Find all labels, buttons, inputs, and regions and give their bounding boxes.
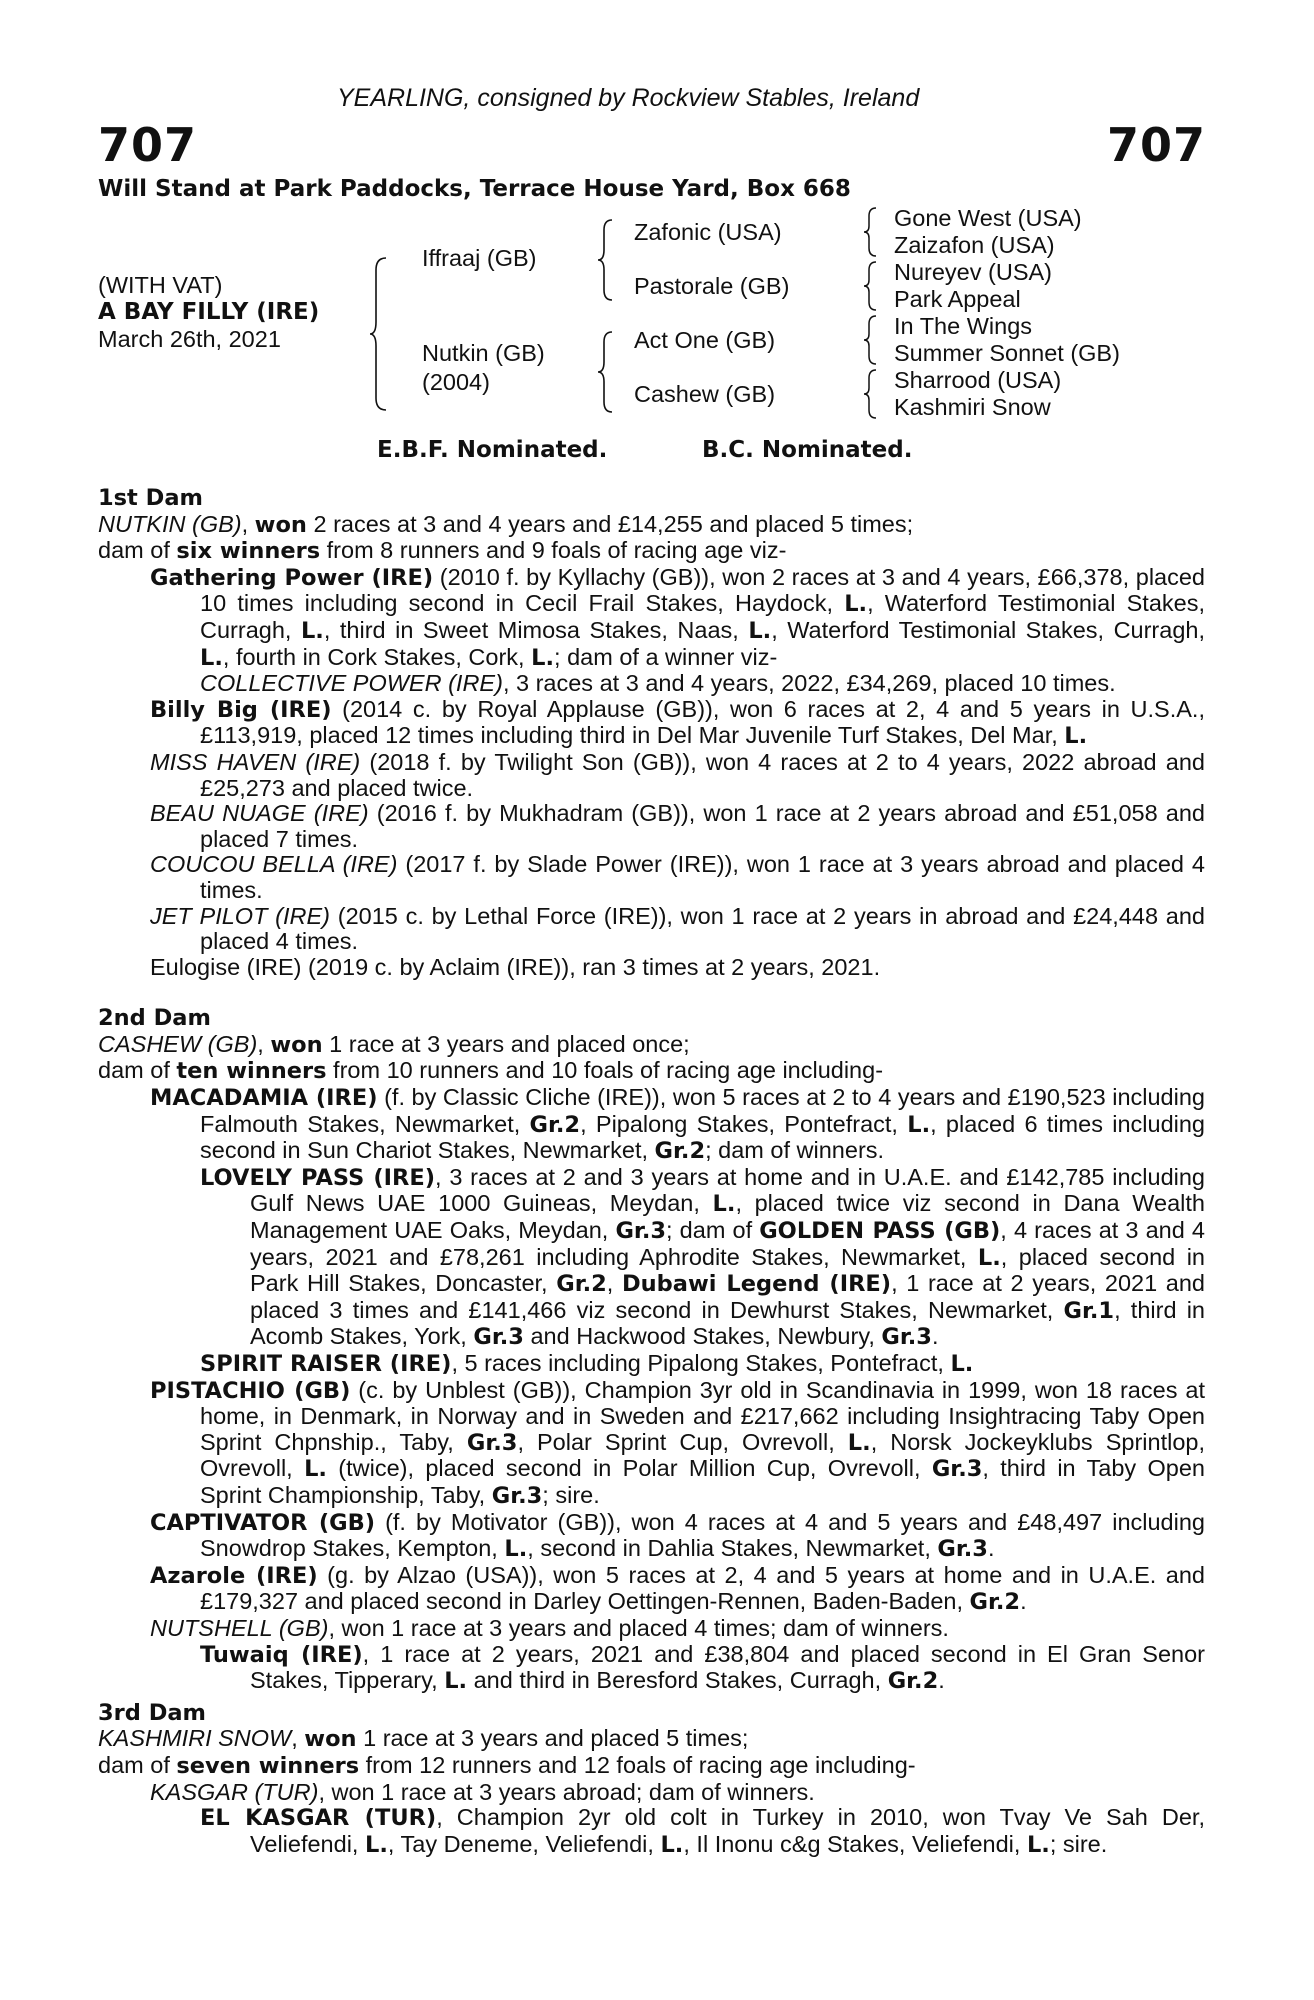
ancestor-g1: Gone West (USA) (894, 205, 1082, 231)
dam-sire: Act One (GB) (634, 327, 776, 353)
ancestor-g6: Summer Sonnet (GB) (894, 340, 1120, 366)
pedigree-brace (862, 368, 880, 420)
vat-note: (WITH VAT) (98, 272, 223, 298)
ancestor-g3: Nureyev (USA) (894, 259, 1053, 285)
produce-entry: COUCOU BELLA (IRE) (2017 f. by Slade Power (IRE)), won 1 race at 3 years abroad and placed 4 times. (150, 851, 1205, 903)
produce-entry: Tuwaiq (IRE), 1 race at 2 years, 2021 and £38,804 and placed second in El Gran Senor Stakes, Tipperary, L. and third in Beresford Stakes, Curragh, Gr.2. (200, 1640, 1205, 1695)
ancestor-g2: Zaizafon (USA) (894, 232, 1055, 258)
pedigree-brace (368, 256, 390, 412)
lot-number-right: 707 (1106, 118, 1206, 172)
third-dam-heading: 3rd Dam (98, 1699, 206, 1726)
pedigree-brace (596, 218, 616, 302)
horse-name: A BAY FILLY (IRE) (98, 299, 320, 325)
ancestor-g4: Park Appeal (894, 286, 1021, 312)
produce-entry: Billy Big (IRE) (2014 c. by Royal Applause (GB)), won 6 races at 2, 4 and 5 years in U.S.A., £113,919, placed 12 times including third in Del Mar Juvenile Turf Stakes, Del Mar, L. (150, 695, 1205, 750)
pedigree-brace (862, 206, 880, 258)
third-dam-summary: KASHMIRI SNOW, won 1 race at 3 years and placed 5 times; (98, 1725, 749, 1753)
dam-dam: Cashew (GB) (634, 381, 776, 407)
lot-number-left: 707 (98, 118, 198, 172)
second-dam-heading: 2nd Dam (98, 1005, 211, 1032)
dam-year: (2004) (422, 369, 490, 395)
pedigree-brace (862, 260, 880, 312)
produce-entry: MACADAMIA (IRE) (f. by Classic Cliche (IRE)), won 5 races at 2 to 4 years and £190,523 including Falmouth Stakes, Newmarket, Gr.2, Pipalong Stakes, Pontefract, L., placed 6 times including second in Sun Chariot Stakes, Newmarket, Gr.2; dam of winners. (150, 1084, 1205, 1165)
second-dam-summary: CASHEW (GB), won 1 race at 3 years and placed once; (98, 1030, 690, 1058)
ancestor-g7: Sharrood (USA) (894, 367, 1062, 393)
produce-entry: SPIRIT RAISER (IRE), 5 races including Pipalong Stakes, Pontefract, L. (200, 1350, 974, 1377)
ancestor-g5: In The Wings (894, 313, 1033, 339)
produce-entry: PISTACHIO (GB) (c. by Unblest (GB)), Champion 3yr old in Scandinavia in 1999, won 18 races at home, in Denmark, in Norway and in Sweden and £217,662 including Insightracing Taby Open Sprint Chpnship., Taby, Gr.3, Polar Sprint Cup, Ovrevoll, L., Norsk Jockeyklubs Sprintlop, Ovrevoll, L. (twice), placed second in Polar Million Cup, Ovrevoll, Gr.3, third in Taby Open Sprint Championship, Taby, Gr.3; sire. (150, 1376, 1205, 1509)
produce-entry: MISS HAVEN (IRE) (2018 f. by Twilight Son (GB)), won 4 races at 2 to 4 years, 2022 abroad and £25,273 and placed twice. (150, 748, 1205, 801)
sire-name: Iffraaj (GB) (422, 245, 537, 271)
second-dam-produce: dam of ten winners from 10 runners and 10 foals of racing age including- (98, 1057, 884, 1085)
pedigree-brace (596, 330, 616, 414)
produce-entry: CAPTIVATOR (GB) (f. by Motivator (GB)), won 4 races at 4 and 5 years and £48,497 including Snowdrop Stakes, Kempton, L., second in Dahlia Stakes, Newmarket, Gr.3. (150, 1508, 1205, 1563)
sire-sire: Zafonic (USA) (634, 219, 782, 245)
bc-nomination: B.C. Nominated. (702, 437, 913, 463)
first-dam-summary: NUTKIN (GB), won 2 races at 3 and 4 years and £14,255 and placed 5 times; (98, 510, 914, 538)
first-dam-produce: dam of six winners from 8 runners and 9 foals of racing age viz- (98, 537, 787, 565)
ebf-nomination: E.B.F. Nominated. (377, 437, 608, 463)
third-dam-produce: dam of seven winners from 12 runners and 12 foals of racing age including- (98, 1751, 916, 1779)
ancestor-g8: Kashmiri Snow (894, 394, 1051, 420)
produce-entry: COLLECTIVE POWER (IRE), 3 races at 3 and 4 years, 2022, £34,269, placed 10 times. (200, 670, 1116, 697)
dam-name: Nutkin (GB) (422, 340, 545, 366)
foaling-date: March 26th, 2021 (98, 326, 281, 352)
first-dam-heading: 1st Dam (98, 485, 203, 511)
produce-entry: Azarole (IRE) (g. by Alzao (USA)), won 5 races at 2, 4 and 5 years at home and in U.A.E. and £179,327 and placed second in Darley Oettingen-Rennen, Baden-Baden, Gr.2. (150, 1561, 1206, 1616)
consignment-line: YEARLING, consigned by Rockview Stables, Ireland (337, 84, 920, 112)
catalogue-body (98, 486, 1205, 1858)
produce-entry: JET PILOT (IRE) (2015 c. by Lethal Force (IRE)), won 1 race at 2 years in abroad and £24,448 and placed 4 times. (150, 902, 1205, 955)
produce-entry: EL KASGAR (TUR), Champion 2yr old colt in Turkey in 2010, won Tvay Ve Sah Der, Veliefendi, L., Tay Deneme, Veliefendi, L., Il Inonu c&g Stakes, Veliefendi, L.; sire. (200, 1804, 1205, 1858)
produce-entry: BEAU NUAGE (IRE) (2016 f. by Mukhadram (GB)), won 1 race at 2 years abroad and £51,058 and placed 7 times. (150, 800, 1205, 852)
produce-entry: Eulogise (IRE) (2019 c. by Aclaim (IRE)), ran 3 times at 2 years, 2021. (150, 953, 881, 980)
produce-entry: NUTSHELL (GB), won 1 race at 3 years and placed 4 times; dam of winners. (150, 1614, 949, 1641)
sire-dam: Pastorale (GB) (634, 273, 790, 299)
produce-entry: LOVELY PASS (IRE), 3 races at 2 and 3 years at home and in U.A.E. and £142,785 including Gulf News UAE 1000 Guineas, Meydan, L., placed twice viz second in Dana Wealth Management UAE Oaks, Meydan, Gr.3; dam of GOLDEN PASS (GB), 4 races at 3 and 4 years, 2021 and £78,261 including Aphrodite Stakes, Newmarket, L., placed second in Park Hill Stakes, Doncaster, Gr.2, Dubawi Legend (IRE), 1 race at 2 years, 2021 and placed 3 times and £141,466 viz second in Dewhurst Stakes, Newmarket, Gr.1, third in Acomb Stakes, York, Gr.3 and Hackwood Stakes, Newbury, Gr.3. (200, 1163, 1206, 1351)
stand-location: Will Stand at Park Paddocks, Terrace House Yard, Box 668 (98, 176, 851, 202)
pedigree-brace (862, 314, 880, 366)
produce-entry: KASGAR (TUR), won 1 race at 3 years abroad; dam of winners. (150, 1778, 815, 1805)
produce-entry: Gathering Power (IRE) (2010 f. by Kyllachy (GB)), won 2 races at 3 and 4 years, £66,378, placed 10 times including second in Cecil Frail Stakes, Haydock, L., Waterford Testimonial Stakes, Curragh, L., third in Sweet Mimosa Stakes, Naas, L., Waterford Testimonial Stakes, Curragh, L., fourth in Cork Stakes, Cork, L.; dam of a winner viz- (150, 563, 1205, 671)
